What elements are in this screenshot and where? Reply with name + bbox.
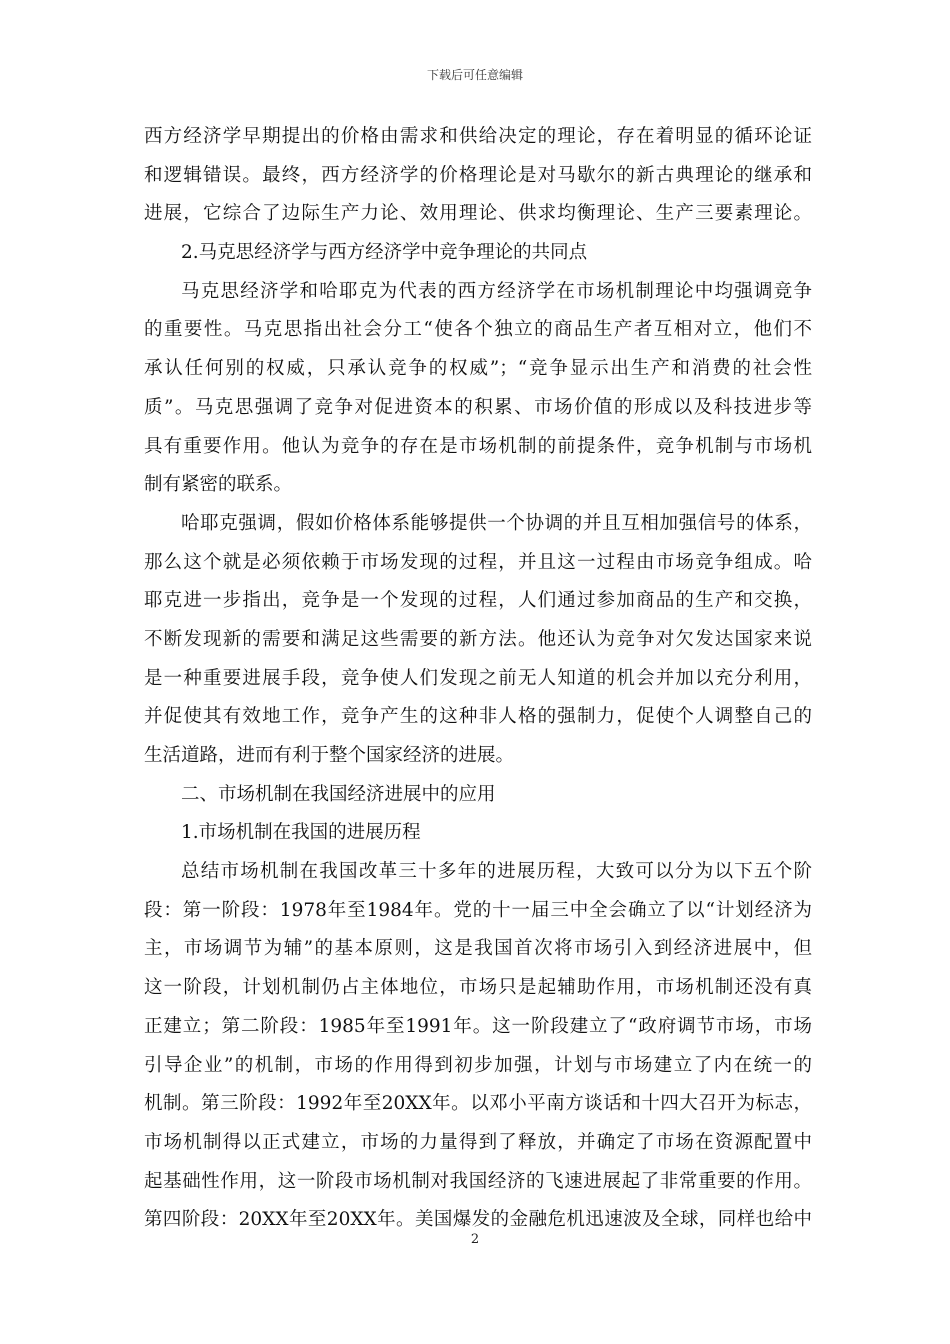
page-header-note: 下载后可任意编辑 — [426, 68, 523, 82]
text-line: 1.市场机制在我国的进展历程 — [181, 822, 421, 844]
text-line: 生活道路，进而有利于整个国家经济的进展。 — [144, 745, 515, 766]
text-line: 的重要性。马克思指出社会分工“使各个独立的商品生产者互相对立，他们不 — [144, 319, 812, 341]
text-line: 耶克进一步指出，竞争是一个发现的过程，人们通过参加商品的生产和交换， — [144, 590, 812, 612]
text-line: 承认任何别的权威，只承认竞争的权威”；“竞争显示出生产和消费的社会性 — [144, 358, 812, 380]
text-line: 是一种重要进展手段，竞争使人们发现之前无人知道的机会并加以充分利用， — [144, 667, 812, 689]
text-line: 马克思经济学和哈耶克为代表的西方经济学在市场机制理论中均强调竞争 — [181, 280, 812, 302]
text-line: 哈耶克强调，假如价格体系能够提供一个协调的并且互相加强信号的体系， — [181, 512, 812, 534]
text-line: 段：第一阶段：1978年至1984年。党的十一届三中全会确立了以“计划经济为 — [144, 899, 812, 921]
text-line: 市场机制得以正式建立，市场的力量得到了释放，并确定了市场在资源配置中 — [144, 1131, 812, 1153]
text-line: 第四阶段：20XX年至20XX年。美国爆发的金融危机迅速波及全球，同样也给中 — [144, 1209, 812, 1231]
text-line: 机制。第三阶段：1992年至20XX年。以邓小平南方谈话和十四大召开为标志， — [144, 1093, 812, 1115]
text-line: 西方经济学早期提出的价格由需求和供给决定的理论，存在着明显的循环论证 — [144, 126, 812, 147]
text-line: 那么这个就是必须依赖于市场发现的过程，并且这一过程由市场竞争组成。哈 — [144, 551, 812, 573]
text-line: 总结市场机制在我国改革三十多年的进展历程，大致可以分为以下五个阶 — [181, 861, 812, 883]
text-line: 进展，它综合了边际生产力论、效用理论、供求均衡理论、生产三要素理论。 — [144, 203, 812, 225]
text-line: 具有重要作用。他认为竞争的存在是市场机制的前提条件，竞争机制与市场机 — [144, 435, 812, 457]
text-line: 引导企业”的机制，市场的作用得到初步加强，计划与市场建立了内在统一的 — [144, 1054, 812, 1076]
text-line: 不断发现新的需要和满足这些需要的新方法。他还认为竞争对欠发达国家来说 — [144, 628, 812, 650]
body-text — [144, 118, 812, 1240]
text-line: 起基础性作用，这一阶段市场机制对我国经济的飞速进展起了非常重要的作用。 — [144, 1170, 812, 1192]
text-line: 制有紧密的联系。 — [144, 474, 293, 496]
text-line: 这一阶段，计划机制仍占主体地位，市场只是起辅助作用，市场机制还没有真 — [144, 977, 812, 999]
text-line: 和逻辑错误。最终，西方经济学的价格理论是对马歇尔的新古典理论的继承和 — [144, 164, 812, 186]
text-line: 正建立；第二阶段：1985年至1991年。这一阶段建立了“政府调节市场，市场 — [144, 1015, 812, 1037]
text-line: 质”。马克思强调了竞争对促进资本的积累、市场价值的形成以及科技进步等 — [144, 396, 812, 418]
text-line: 二、市场机制在我国经济进展中的应用 — [181, 783, 496, 805]
page-number: 2 — [470, 1232, 480, 1247]
text-line: 并促使其有效地工作，竞争产生的这种非人格的强制力，促使个人调整自己的 — [144, 706, 812, 728]
text-line: 主，市场调节为辅”的基本原则，这是我国首次将市场引入到经济进展中，但 — [144, 938, 812, 960]
text-line: 2.马克思经济学与西方经济学中竞争理论的共同点 — [181, 242, 588, 264]
